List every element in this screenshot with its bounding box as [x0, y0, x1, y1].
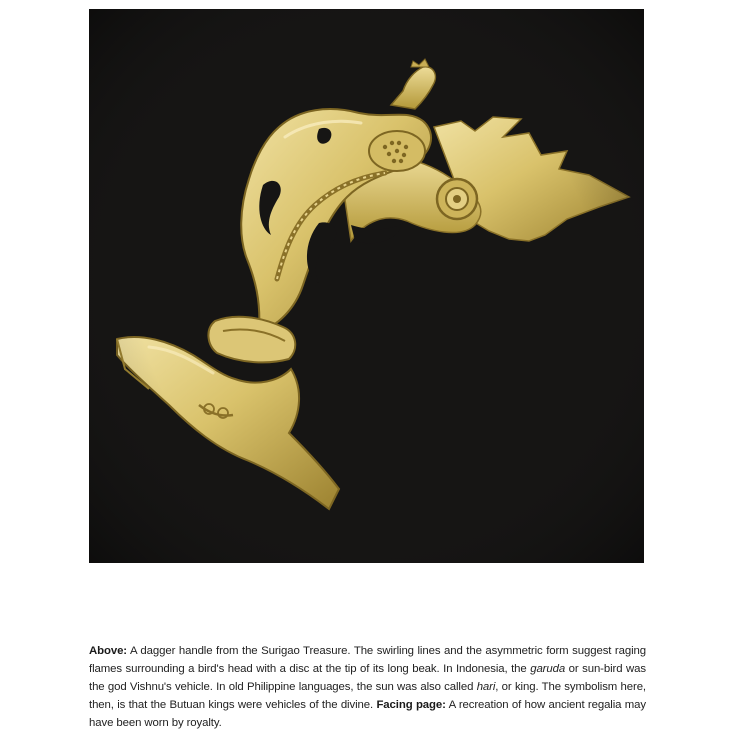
- photo-caption: [89, 642, 646, 732]
- caption-facing-label: Facing page:: [376, 699, 446, 711]
- dagger-handle-photo: [89, 9, 644, 563]
- caption-sentence-2: or sun-bird was the god Vishnu's vehicle. In old Philippine languages, the sun was also called: [89, 663, 646, 693]
- caption-lead-label: Above:: [89, 645, 128, 657]
- dagger-handle-icon: [89, 9, 644, 563]
- caption-term-garuda: garuda: [530, 663, 566, 675]
- caption-sentence-4: A recreation of how ancient regalia may have been worn by royalty.: [89, 699, 646, 729]
- caption-term-hari: hari: [476, 681, 496, 693]
- caption-sentence-3: , or king. The symbolism here, then, is that the Butuan kings were vehicles of the divine.: [89, 681, 646, 711]
- caption-sentence-1: A dagger handle from the Surigao Treasure. The swirling lines and the asymmetric form suggest raging flames surrounding a bird's head with a disc at the tip of its long beak. In Indonesia, the: [89, 645, 646, 675]
